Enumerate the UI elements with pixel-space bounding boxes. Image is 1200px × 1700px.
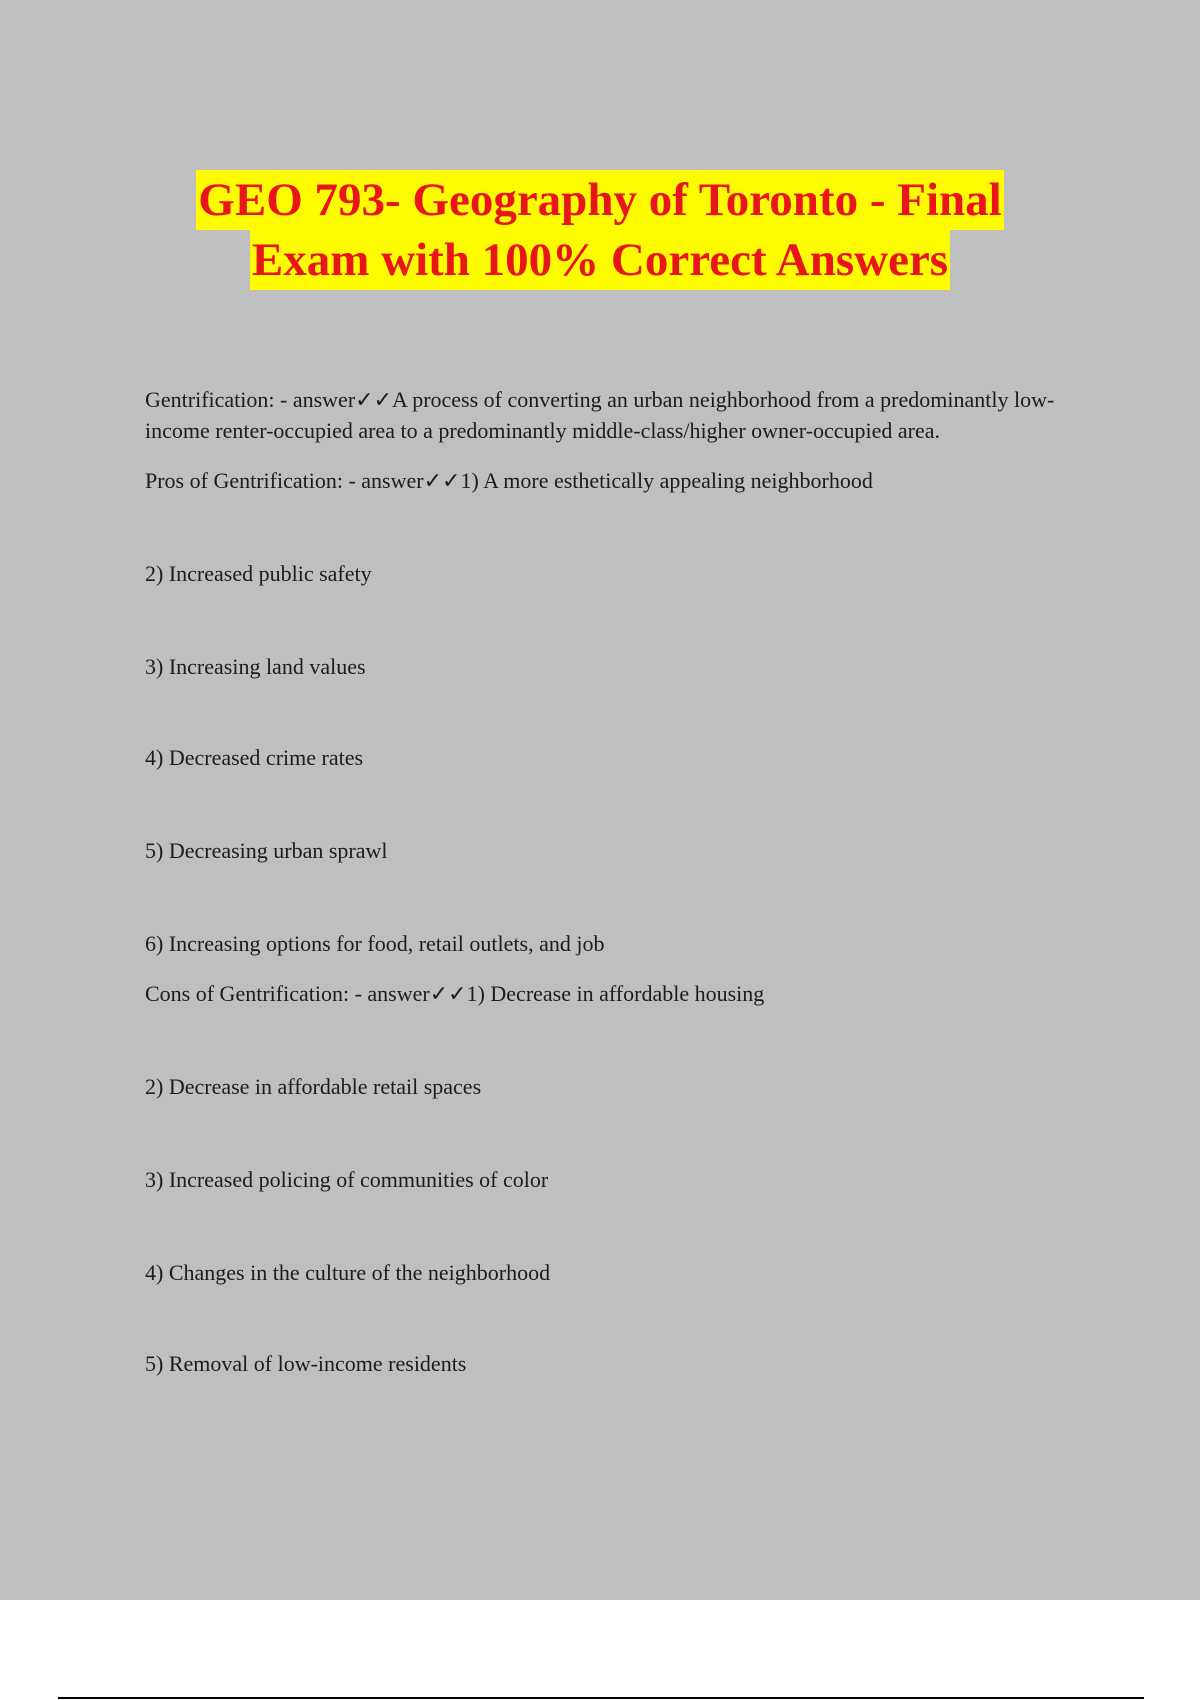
question-term: Pros of Gentrification: - answer — [145, 468, 424, 493]
answer-text: 1) A more esthetically appealing neighborhood — [460, 468, 873, 493]
document-body — [145, 384, 1075, 1379]
qa-cons-of-gentrification — [145, 978, 1075, 1009]
footer-divider — [58, 1697, 1144, 1699]
list-item: 5) Decreasing urban sprawl — [145, 838, 388, 863]
list-item: 3) Increasing land values — [145, 654, 366, 679]
list-item: 3) Increased policing of communities of color — [145, 1167, 549, 1192]
list-item: 6) Increasing options for food, retail outlets, and job — [145, 931, 605, 956]
check-icon: ✓✓ — [423, 468, 461, 493]
document-title — [0, 170, 1200, 290]
answer-text: 1) Decrease in affordable housing — [466, 981, 765, 1006]
title-line-1: GEO 793- Geography of Toronto - Final — [196, 170, 1003, 230]
list-item: 5) Removal of low-income residents — [145, 1351, 467, 1376]
list-item: 4) Decreased crime rates — [145, 745, 364, 770]
title-line-2: Exam with 100% Correct Answers — [250, 230, 950, 290]
check-icon: ✓✓ — [429, 981, 467, 1006]
check-icon: ✓✓ — [355, 387, 393, 412]
question-term: Cons of Gentrification: - answer — [145, 981, 430, 1006]
list-item: 2) Increased public safety — [145, 561, 372, 586]
qa-gentrification — [145, 384, 1075, 446]
question-term: Gentrification: - answer — [145, 387, 356, 412]
answer-text: A process of converting an urban neighborhood from a predominantly low-income renter-occupied area to a predominantly middle-class/higher owner-occupied area. — [145, 387, 1055, 443]
list-item: 4) Changes in the culture of the neighborhood — [145, 1260, 551, 1285]
qa-pros-of-gentrification — [145, 465, 1075, 496]
list-item: 2) Decrease in affordable retail spaces — [145, 1074, 482, 1099]
